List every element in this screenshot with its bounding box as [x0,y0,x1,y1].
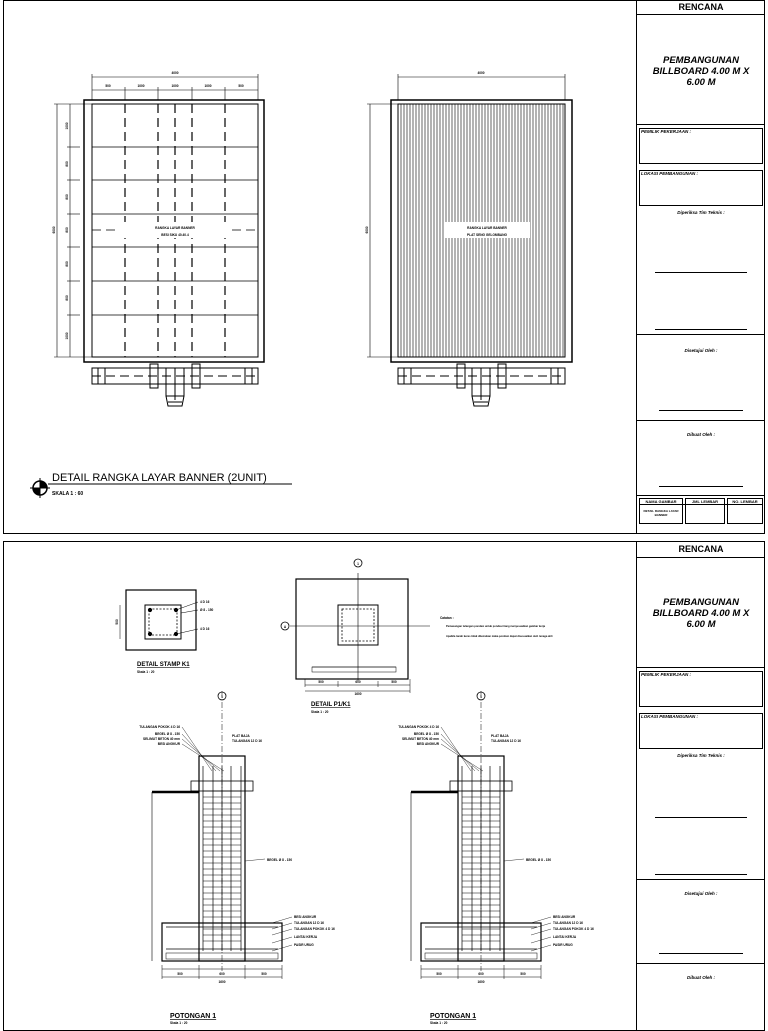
title-block-header: RENCANA [678,2,724,12]
section-label: TULANGAN POKOK 4 D 16 [294,927,335,931]
footer-col-name: NAMA GAMBAR [645,499,677,504]
section-label: SELIMUT BETON 40 mm [143,737,180,741]
project-name-line: 6.00 M [686,619,716,630]
project-name-line: 6.00 M [686,77,716,88]
section-label: 500 [177,972,183,976]
section-label: TULANGAN 12 D 16 [232,739,262,743]
left-side-dim: 800 [65,194,69,200]
project-name-line: PEMBANGUNAN [663,597,739,608]
owner-label: PEMILIK PEKERJAAN : [641,129,692,134]
section-label: PASIR URUG [294,943,314,947]
signature-line [659,410,743,411]
footer-col-count: JML LEMBAR [691,499,719,504]
left-top-dim: 1000 [204,84,212,88]
drawn-label: Dibuat Oleh : [687,975,715,980]
left-side-dim: 1000 [65,332,69,340]
section-detail-right [398,691,594,984]
left-side-dim: 800 [65,261,69,267]
section-label: 500 [436,972,442,976]
section-label: BESI ANGKUR [553,915,576,919]
section-label: BEGEL Ø 8 - 150 [413,732,439,736]
section-label: PLAT BAJA [491,734,509,738]
section-label: BESI ANGKUR [294,915,317,919]
section-label: BESI ANGKUR [157,742,180,746]
notes-title: Catatan : [440,616,454,620]
drawing-sheet-2 [0,541,768,1024]
left-top-dim: 1000 [171,84,179,88]
location-label: LOKASI PEMBANGUNAN : [641,171,698,176]
note-item: Pemasangan tulangan pondasi untuk pondasi tiang menyesuaikan gambar kerja [446,625,546,628]
plan-title: DETAIL P1/K1 [311,702,351,708]
section-title: POTONGAN 1 [170,1013,217,1020]
stamp-label: 4 D 16 [200,627,210,631]
footer-drawing-name: DETAIL RANGKA LAYAR BANNER [643,509,679,517]
stamp-title: DETAIL STAMP K1 [137,662,190,668]
section-label: PLAT BAJA [232,734,250,738]
checked-label: Diperiksa Tim Teknis : [677,210,725,215]
signature-line [659,486,743,487]
checked-label: Diperiksa Tim Teknis : [677,753,725,758]
leader-line [245,859,265,861]
left-top-dim: 500 [238,84,244,88]
right-overall-height: 6000 [365,226,369,234]
section-scale: Skala 1 : 20 [430,1021,448,1024]
stamp-scale: Skala 1 : 20 [137,670,155,674]
signature-line [655,817,747,818]
drawing-title: DETAIL RANGKA LAYAR BANNER (2UNIT) [52,472,267,484]
title-block [636,0,765,534]
section-label: 600 [219,972,225,976]
leader-line [531,917,551,923]
left-top-dim: 500 [105,84,111,88]
frame-elevation-drawings [0,0,636,536]
approved-label: Disetujui Oleh : [684,348,718,353]
signature-line [655,329,747,330]
stamp-label: 4 D 16 [200,600,210,604]
section-label: BEGEL Ø 8 - 150 [154,732,180,736]
section-detail-left [139,691,335,984]
project-name-line: BILLBOARD 4.00 M X [652,608,750,619]
plan-dim: 600 [355,680,361,684]
plan-axis-label: A [283,625,287,629]
leader-line [272,917,292,923]
left-side-dim: 1000 [65,122,69,130]
plan-detail [281,559,430,693]
stamp-label: Ø 8 - 150 [200,608,214,612]
section-label: TULANGAN POKOK 4 D 16 [553,927,594,931]
drawn-label: Dibuat Oleh : [687,432,715,437]
left-overall-height: 6000 [52,226,56,234]
footer-col-number: NO. LEMBAR [732,499,758,504]
location-label: LOKASI PEMBANGUNAN : [641,714,698,719]
section-label: 1600 [218,980,226,984]
plan-dim: 500 [318,680,324,684]
plan-total: 1600 [354,692,362,696]
title-block-header: RENCANA [678,544,724,554]
plan-dim: 500 [391,680,397,684]
section-label: 500 [261,972,267,976]
plan-axis-label: 1 [357,562,359,566]
section-label: 500 [520,972,526,976]
note-item: Apabila tanah keras tidak ditemukan maka pondasi dapat disesuaikan oleh tenaga ahli [446,635,553,638]
drawing-scale: SKALA 1 : 60 [52,491,84,497]
right-center-note: PLAT SENG GELOMBANG [467,233,507,237]
section-label: SELIMUT BETON 40 mm [402,737,439,741]
owner-label: PEMILIK PEKERJAAN : [641,672,692,677]
stamp-dim: 500 [115,619,119,625]
section-label: TULANGAN POKOK 4 D 16 [398,725,439,729]
right-center-note: RANGKA LAYAR BANNER [467,226,507,230]
stamp-detail [120,590,198,650]
leader-line [441,739,479,771]
signature-line [655,874,747,875]
section-label: TULANGAN 12 D 16 [491,739,521,743]
section-label: 1 [480,695,482,699]
plan-scale: Skala 1 : 20 [311,710,329,714]
left-overall-width: 4000 [171,71,179,75]
right-support-beam [398,364,565,406]
section-label: BESI ANGKUR [416,742,439,746]
leader-line [182,739,220,771]
section-marker-icon [30,478,50,498]
section-label: BEGEL Ø 8 - 150 [267,858,293,862]
leader-line [441,727,471,771]
leader-line [182,727,212,771]
left-top-dim: 1000 [137,84,145,88]
left-side-dimensions [54,104,92,357]
left-support-beam [92,364,258,406]
section-scale: Skala 1 : 20 [170,1021,188,1024]
section-label: 1600 [477,980,485,984]
leader-line [504,859,524,861]
title-block [636,541,765,1031]
section-label: PASIR URUG [553,943,573,947]
section-label: 1 [221,695,223,699]
right-overall-width: 4000 [477,71,485,75]
project-name-line: BILLBOARD 4.00 M X [652,66,750,77]
section-title: POTONGAN 1 [430,1013,477,1020]
section-label: BEGEL Ø 8 - 150 [526,858,552,862]
left-side-dim: 800 [65,227,69,233]
section-label: TULANGAN 12 D 16 [553,921,583,925]
project-name-line: PEMBANGUNAN [663,55,739,66]
section-label: LANTAI KERJA [553,935,577,939]
left-center-note: RANGKA LAYAR BANNER [155,226,195,230]
left-side-dim: 800 [65,161,69,167]
left-side-dim: 800 [65,295,69,301]
section-label: 600 [478,972,484,976]
left-center-note: BESI SIKU 40.40.4 [161,233,189,237]
section-label: TULANGAN POKOK 4 D 16 [139,725,180,729]
signature-line [655,272,747,273]
right-side-dimensions [367,104,398,357]
section-label: LANTAI KERJA [294,935,318,939]
foundation-detail-drawings [0,541,636,1024]
right-top-dimensions [398,74,565,100]
signature-line [659,953,743,954]
approved-label: Disetujui Oleh : [684,891,718,896]
section-label: TULANGAN 12 D 16 [294,921,324,925]
